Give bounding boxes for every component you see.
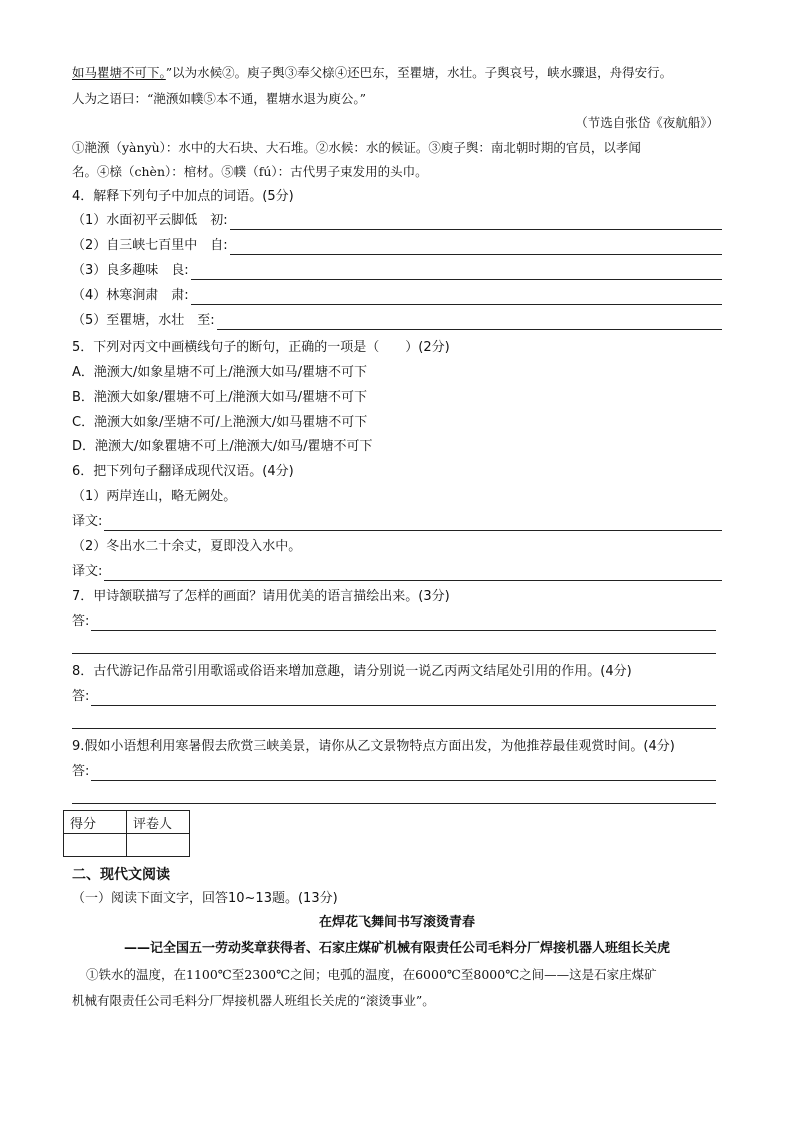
article-title: 在焊花飞舞间书写滚烫青春 [318, 915, 475, 930]
q6-translation-2[interactable]: 译文: [72, 561, 722, 581]
score-cell[interactable] [64, 834, 127, 857]
question-7-title: 7．甲诗颔联描写了怎样的画面？请用优美的语言描绘出来。(3分) [72, 589, 450, 604]
section-2-intro: （一）阅读下面文字，回答10~13题。(13分) [72, 891, 338, 906]
q4-answer-blank-3[interactable] [191, 264, 722, 280]
q5-option-d[interactable]: D．滟滪大/如象瞿塘不可上/滟滪大/如马/瞿塘不可下 [72, 439, 373, 454]
q5-option-c[interactable]: C．滟滪大如象/垩塘不可/上滟滪大/如马瞿塘不可下 [72, 415, 368, 430]
q6-translation-1[interactable]: 译文: [72, 511, 722, 531]
q8-answer-line-2[interactable] [72, 728, 716, 729]
q6-translation-blank-1[interactable] [104, 515, 722, 531]
score-header: 得分 [64, 811, 127, 834]
q9-answer[interactable]: 答: [72, 761, 716, 781]
q7-answer-line-2[interactable] [72, 653, 716, 654]
grader-cell[interactable] [127, 834, 190, 857]
grader-header: 评卷人 [127, 811, 190, 834]
q7-answer[interactable]: 答: [72, 611, 716, 631]
q4-answer-blank-1[interactable] [230, 214, 722, 230]
article-para-1-line-2: 机械有限责任公司毛料分厂焊接机器人班组长关虎的“滚烫事业”。 [72, 993, 435, 1008]
article-subtitle: ——记全国五一劳动奖章获得者、石家庄煤矿机械有限责任公司毛料分厂焊接机器人班组长关虎 [123, 941, 670, 956]
question-5-title: 5．下列对丙文中画横线句子的断句，正确的一项是（ ）(2分) [72, 340, 450, 355]
annotation-line-2: 名。④榇（chèn）：棺材。⑤幞（fú）：古代男子束发用的头巾。 [72, 164, 428, 179]
q7-answer-blank[interactable] [91, 615, 716, 631]
annotation-line-1: ①滟滪（yànyù）：水中的大石块、大石堆。②水候：水的候证。③庾子舆：南北朝时期的官员，以孝闻 [72, 140, 641, 155]
score-table [63, 810, 190, 857]
q4-item-1[interactable]: （1）水面初平云脚低 初: [72, 210, 722, 230]
q8-answer-blank[interactable] [91, 690, 716, 706]
q4-item-5[interactable]: （5）至瞿塘，水壮 至: [72, 310, 722, 330]
q9-answer-blank[interactable] [91, 765, 716, 781]
q6-sentence-2: （2）冬出水二十余丈，夏即没入水中。 [72, 539, 302, 554]
question-9-title: 9.假如小语想利用寒暑假去欣赏三峡美景，请你从乙文景物特点方面出发，为他推荐最佳观赏时间。(4分) [72, 739, 675, 754]
article-para-1-line-1: ①铁水的温度，在1100℃至2300℃之间；电弧的温度，在6000℃至8000℃之间——这是石家庄煤矿 [86, 967, 657, 982]
underlined-sentence: 如马瞿塘不可下。 [72, 65, 166, 80]
q6-sentence-1: （1）两岸连山，略无阙处。 [72, 489, 237, 504]
q5-option-b[interactable]: B．滟滪大如象/瞿塘不可上/滟滪大如马/瞿塘不可下 [72, 390, 368, 405]
q4-answer-blank-4[interactable] [191, 289, 722, 305]
q4-item-4[interactable]: （4）林寒涧肃 肃: [72, 285, 722, 305]
question-8-title: 8．古代游记作品常引用歌谣或俗语来增加意趣，请分别说一说乙丙两文结尾处引用的作用。(4分) [72, 664, 632, 679]
q5-option-a[interactable]: A．滟滪大/如象星塘不可上/滟滪大如马/瞿塘不可下 [72, 365, 368, 380]
q4-answer-blank-5[interactable] [217, 314, 722, 330]
q6-translation-blank-2[interactable] [104, 565, 722, 581]
question-4-title: 4．解释下列句子中加点的词语。(5分) [72, 189, 294, 204]
q9-answer-line-2[interactable] [72, 803, 716, 804]
section-2-heading: 二、现代文阅读 [72, 867, 170, 883]
q4-item-3[interactable]: （3）良多趣味 良: [72, 260, 722, 280]
passage-line-1 [72, 64, 672, 82]
q4-item-2[interactable]: （2）自三峡七百里中 自: [72, 235, 722, 255]
passage-line-2: 人为之语曰：“滟滪如幞⑤本不通，瞿塘水退为庾公。” [72, 91, 367, 106]
passage-source: （节选自张岱《夜航船》） [575, 115, 719, 130]
passage-line-1-rest: ”以为水候②。庾子舆③奉父榇④还巴东，至瞿塘，水壮。子舆哀号，峡水骤退，舟得安行。 [165, 65, 673, 80]
q4-answer-blank-2[interactable] [230, 239, 722, 255]
q8-answer[interactable]: 答: [72, 686, 716, 706]
question-6-title: 6．把下列句子翻译成现代汉语。(4分) [72, 464, 294, 479]
